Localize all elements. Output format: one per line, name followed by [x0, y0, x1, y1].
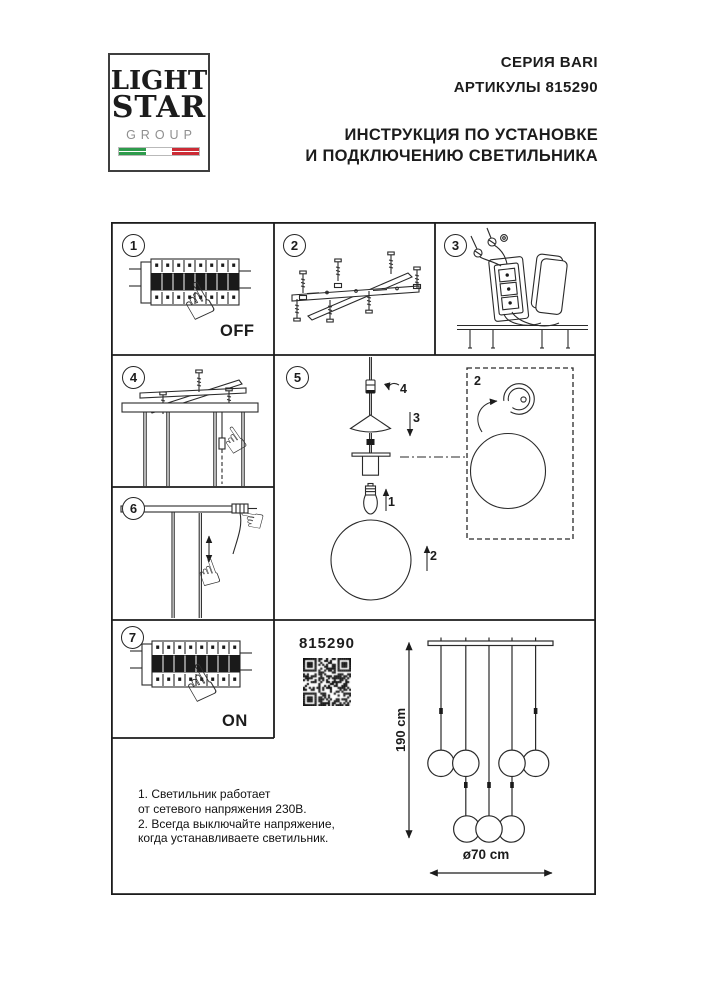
note-line: от сетевого напряжения 230В. — [138, 801, 307, 816]
step5-inset-callout: 2 — [474, 374, 481, 388]
series-title: СЕРИЯ BARI — [500, 54, 598, 71]
step3-illustration — [457, 228, 588, 348]
note-line: 1. Светильник работает — [138, 787, 271, 801]
logo-word-light: LIGHT — [110, 66, 208, 96]
step5-callout-3: 3 — [413, 411, 420, 425]
italian-flag-icon — [118, 147, 200, 156]
pointing-hand-icon: ☝ — [191, 550, 227, 597]
lightstar-logo — [108, 53, 210, 172]
flag-split-line — [119, 151, 199, 153]
pointing-hand-icon: ☜ — [235, 500, 268, 541]
step5-callout-1: 1 — [388, 495, 395, 509]
step6-illustration — [121, 504, 257, 618]
note-line: 2. Всегда выключайте напряжение, — [138, 816, 335, 831]
step7-number: 7 — [121, 626, 144, 649]
step5-callout-2: 2 — [430, 549, 437, 563]
qr-code — [303, 658, 351, 706]
pointing-hand-icon: ☝ — [170, 270, 225, 334]
note-line: когда устанавливаете светильник. — [138, 831, 329, 846]
pointing-hand-icon: ☝ — [214, 418, 255, 464]
diameter-dimension-label: ø70 cm — [462, 847, 510, 862]
breaker-off-label: OFF — [220, 322, 255, 340]
instruction-title-line2: И ПОДКЛЮЧЕНИЮ СВЕТИЛЬНИКА — [305, 147, 598, 165]
step2-number: 2 — [283, 234, 306, 257]
articles-title: АРТИКУЛЫ 815290 — [453, 79, 598, 96]
step3-number: 3 — [444, 234, 467, 257]
step4-number: 4 — [122, 366, 145, 389]
pointing-hand-icon: ☝ — [172, 652, 227, 716]
safety-notes — [138, 787, 335, 846]
logo-word-group: GROUP — [126, 128, 197, 142]
breaker-on-label: ON — [222, 712, 248, 730]
logo-word-star: STAR — [111, 90, 207, 125]
height-dimension-label: 190 cm — [393, 707, 408, 753]
step5-number: 5 — [286, 366, 309, 389]
article-number: 815290 — [298, 635, 356, 652]
step6-number: 6 — [122, 497, 145, 520]
step5-illustration — [331, 357, 573, 600]
step2-illustration — [292, 252, 421, 322]
product-drawing — [409, 638, 553, 874]
instruction-title-line1: ИНСТРУКЦИЯ ПО УСТАНОВКЕ — [344, 126, 598, 144]
step1-number: 1 — [122, 234, 145, 257]
step5-callout-4: 4 — [400, 382, 407, 396]
